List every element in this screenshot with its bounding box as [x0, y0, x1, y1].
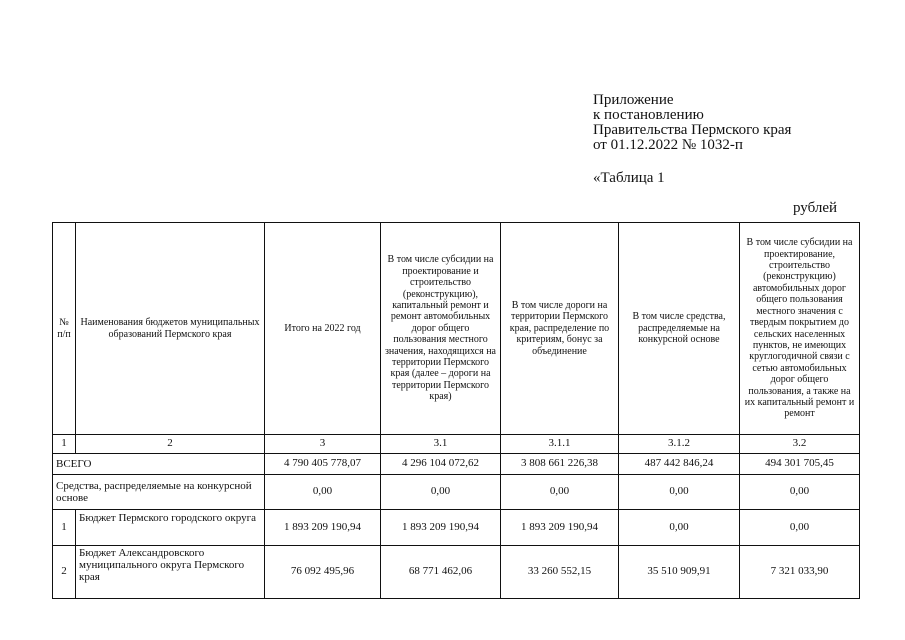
total-label: ВСЕГО: [53, 454, 265, 475]
row-value: 0,00: [740, 510, 860, 546]
row-value: 76 092 495,96: [265, 546, 381, 599]
column-number: 3.2: [740, 435, 860, 454]
col-header-total-2022: Итого на 2022 год: [265, 223, 381, 435]
budget-table: [52, 222, 860, 599]
total-value: 494 301 705,45: [740, 454, 860, 475]
appendix-header: [593, 93, 791, 153]
table-row-total: [53, 454, 860, 475]
row-value: 35 510 909,91: [619, 546, 740, 599]
col-header-competitive: В том числе средства, распределяемые на конкурсной основе: [619, 223, 740, 435]
appendix-line: к постановлению: [593, 107, 704, 123]
col-header-name: Наименования бюджетов муниципальных образований Пермского края: [76, 223, 265, 435]
column-number-row: [53, 435, 860, 454]
budget-name: Бюджет Александровского муниципального округа Пермского края: [76, 546, 265, 599]
row-number: 1: [53, 510, 76, 546]
column-number: 3.1.1: [501, 435, 619, 454]
row-value: 1 893 209 190,94: [501, 510, 619, 546]
total-value: 3 808 661 226,38: [501, 454, 619, 475]
currency-unit: рублей: [793, 200, 838, 216]
col-header-road-subsidies: В том числе субсидии на проектирование и строительство (реконструкцию), капитальный ремонт и ремонт автомобильных дорог общего пользования местного значения, находящихся на территории Пермского края (далее – дороги на территории Пермского края): [381, 223, 501, 435]
competitive-value: 0,00: [265, 475, 381, 510]
table-row: [53, 546, 860, 599]
column-number: 3: [265, 435, 381, 454]
row-value: 0,00: [619, 510, 740, 546]
row-value: 1 893 209 190,94: [265, 510, 381, 546]
column-number: 3.1: [381, 435, 501, 454]
appendix-line: Приложение: [593, 92, 674, 108]
total-value: 4 790 405 778,07: [265, 454, 381, 475]
competitive-value: 0,00: [501, 475, 619, 510]
row-value: 1 893 209 190,94: [381, 510, 501, 546]
competitive-value: 0,00: [619, 475, 740, 510]
total-value: 487 442 846,24: [619, 454, 740, 475]
table-header-row: [53, 223, 860, 435]
col-header-rural-roads: В том числе субсидии на проектирование, строительство (реконструкцию) автомобильных дорог общего пользования местного значения с твердым покрытием до сельских населенных пунктов, не имеющих круглогодичной связи с сетью автомобильных дорог общего пользования, а также на их капитальный ремонт и ремонт: [740, 223, 860, 435]
table-row-competitive: [53, 475, 860, 510]
col-header-criteria: В том числе дороги на территории Пермского края, распределение по критериям, бонус за объединение: [501, 223, 619, 435]
table-row: [53, 510, 860, 546]
table-title: «Таблица 1: [593, 170, 665, 186]
competitive-value: 0,00: [381, 475, 501, 510]
competitive-label: Средства, распределяемые на конкурсной основе: [53, 475, 265, 510]
row-value: 68 771 462,06: [381, 546, 501, 599]
budget-name: Бюджет Пермского городского округа: [76, 510, 265, 546]
appendix-line: Правительства Пермского края: [593, 122, 792, 138]
total-value: 4 296 104 072,62: [381, 454, 501, 475]
column-number: 1: [53, 435, 76, 454]
row-value: 7 321 033,90: [740, 546, 860, 599]
row-number: 2: [53, 546, 76, 599]
column-number: 2: [76, 435, 265, 454]
row-value: 33 260 552,15: [501, 546, 619, 599]
col-header-number: № п/п: [53, 223, 76, 435]
column-number: 3.1.2: [619, 435, 740, 454]
appendix-line: от 01.12.2022 № 1032-п: [593, 137, 743, 153]
competitive-value: 0,00: [740, 475, 860, 510]
